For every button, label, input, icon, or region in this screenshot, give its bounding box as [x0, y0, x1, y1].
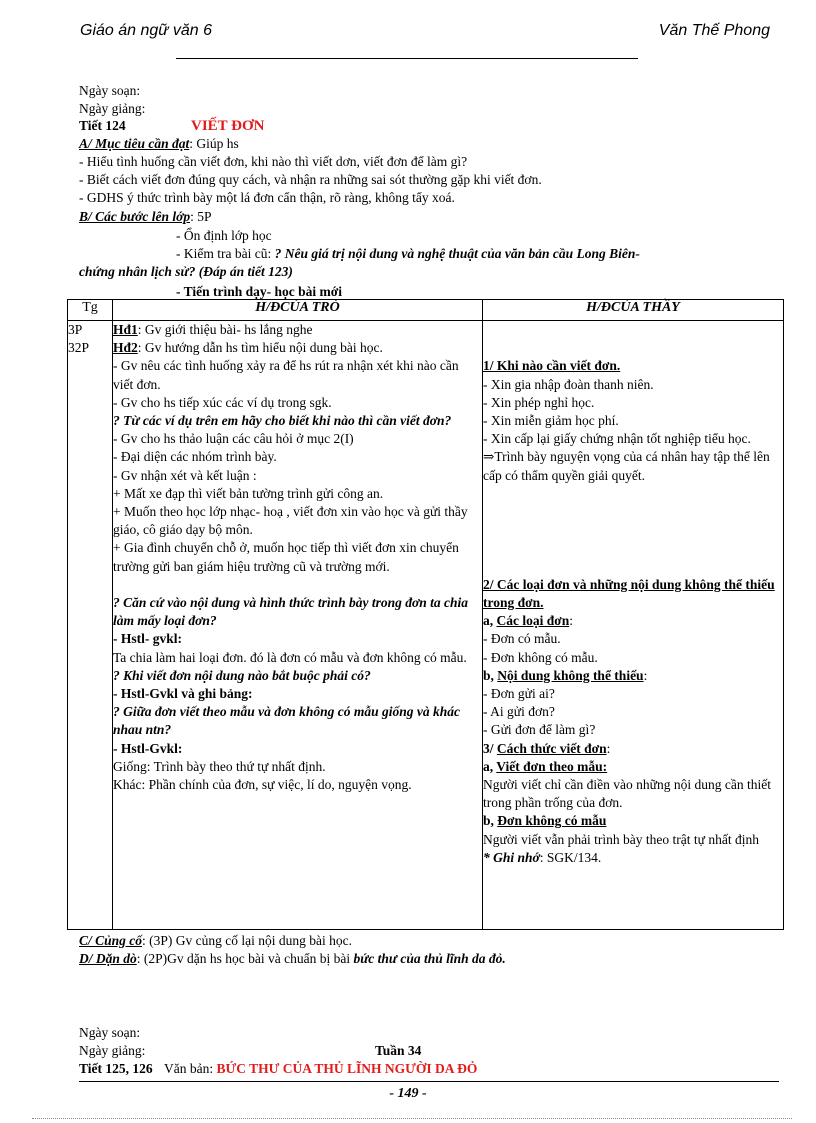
tg-col: [68, 321, 113, 930]
next-ngay-soan: Ngày soạn:: [79, 1025, 141, 1040]
tiet-number: Tiết 124: [79, 118, 126, 133]
thay-a-heading: a, Các loại đơn:: [483, 613, 573, 629]
thay-s3-heading: 3/ Cách thức viết đơn:: [483, 740, 611, 756]
tro-8: + Gia đình chuyển chỗ ở, muốn học tiếp thì viết đơn xin chuyển trường gửi ban giám hiệu trường cũ và trường mới.: [113, 540, 459, 574]
page-number: - 149 -: [389, 1086, 427, 1101]
tro-4: - Đại diện các nhóm trình bày.: [113, 449, 277, 465]
thay-s3b-heading: b, Đơn không có mẫu: [483, 813, 607, 829]
objective-1: - Hiểu tình huống cần viết đơn, khi nào thì viết dơn, viết đơn để làm gì?: [79, 154, 468, 169]
tro-1: - Gv nêu các tình huống xảy ra để hs rút ra nhận xét khi nào cần viết đơn.: [113, 358, 459, 392]
tro-11: - Hstl-Gvkl và ghi bảng:: [113, 686, 253, 702]
footer-divider: [79, 1081, 779, 1082]
thay-s3b-text: Người viết vẫn phải trình bày theo trật tự nhất định: [483, 831, 759, 847]
hd2: Hđ2: Gv hướng dẫn hs tìm hiểu nội dung bài học.: [113, 340, 383, 356]
header-author: Văn Thế Phong: [658, 22, 770, 39]
thay-s3a-heading: a, Viết đơn theo mẫu:: [483, 758, 608, 774]
thay-s1-title: 1/ Khi nào cần viết đơn.: [483, 358, 621, 374]
tro-7: + Muốn theo học lớp nhạc- hoạ , viết đơn xin vào học và gửi thầy giáo, cô giáo dạy bộ môn.: [113, 504, 468, 538]
thay-b-item-1: - Đơn gửi ai?: [483, 685, 555, 701]
tro-question-1: ? Từ các ví dụ trên em hãy cho biết khi nào thì cần viết đơn?: [113, 413, 452, 429]
thay-col: [483, 321, 784, 930]
header-subject: Giáo án ngữ văn 6: [80, 22, 213, 39]
arrow-icon: ⇒: [483, 449, 495, 465]
tro-question-3: ? Khi viết đơn nội dung nào bắt buộc phải có?: [113, 667, 371, 683]
header-tro: H/ĐCỦA TRÒ: [113, 300, 483, 321]
next-ngay-giang: Ngày giảng:: [79, 1043, 146, 1058]
tro-6: + Mất xe đạp thì viết bản tường trình gửi công an.: [113, 485, 384, 501]
step-2: - Kiểm tra bài cũ: ? Nêu giá trị nội dung và nghệ thuật của văn bản cầu Long Biên-: [176, 246, 640, 261]
tro-2: - Gv cho hs tiếp xúc các ví dụ trong sgk.: [113, 394, 332, 410]
tg-3p: 3P: [68, 322, 83, 337]
lesson-heading: [79, 117, 265, 135]
lesson-table: [67, 299, 784, 930]
cung-co: C/ Củng cố: (3P) Gv củng cố lại nội dung bài học.: [79, 933, 352, 948]
tro-9: - Hstl- gvkl:: [113, 631, 182, 647]
next-tuan: Tuần 34: [375, 1043, 422, 1058]
header-divider: [176, 58, 638, 59]
next-lesson: Tiết 125, 126 Văn bản: BỨC THƯ CỦA THỦ LĨNH NGƯỜI DA ĐỎ: [79, 1061, 478, 1076]
objective-3: - GDHS ý thức trình bày một lá đơn cẩn thận, rõ ràng, không tẩy xoá.: [79, 190, 455, 205]
tro-question-2: ? Căn cứ vào nội dung và hình thức trình bày trong đơn ta chia làm mấy loại đơn?: [113, 595, 468, 629]
ngay-giang: Ngày giảng:: [79, 101, 146, 116]
step-3: - Tiến trình dạy- học bài mới: [176, 284, 343, 299]
dan-do: D/ Dặn dò: (2P)Gv dặn hs học bài và chuẩn bị bài bức thư của thủ lĩnh da đỏ.: [79, 951, 506, 966]
thay-a-item-1: - Đơn có mẫu.: [483, 631, 561, 647]
page-bottom-divider: [32, 1118, 792, 1119]
tro-14: Khác: Phần chính của đơn, sự việc, lí do, nguyện vọng.: [113, 777, 412, 793]
tg-32p: 32P: [68, 340, 90, 356]
tro-10: Ta chia làm hai loại đơn. đó là đơn có mẫu và đơn không có mẫu.: [113, 649, 467, 665]
ngay-soan: Ngày soạn:: [79, 83, 141, 98]
thay-s1-item-1: - Xin gia nhập đoàn thanh niên.: [483, 376, 654, 392]
step-1: - Ổn định lớp học: [176, 228, 272, 243]
table-header-row: [68, 300, 784, 321]
thay-s3a-text: Người viết chỉ cần điền vào những nội dung cần thiết trong phần trống của đơn.: [483, 776, 771, 811]
thay-s1-item-3: - Xin miễn giảm học phí.: [483, 412, 619, 428]
next-lesson-title: BỨC THƯ CỦA THỦ LĨNH NGƯỜI DA ĐỎ: [216, 1061, 478, 1076]
tro-col: [113, 321, 483, 930]
thay-b-item-3: - Gửi đơn để làm gì?: [483, 722, 596, 738]
objective-2: - Biết cách viết đơn đúng quy cách, và nhận ra những sai sót thường gặp khi viết đơn.: [79, 172, 542, 187]
tro-question-4: ? Giữa đơn viết theo mẫu và đơn không có mẫu giống và khác nhau ntn?: [113, 704, 460, 738]
thay-ghinho: * Ghi nhớ: SGK/134.: [483, 849, 602, 865]
thay-a-item-2: - Đơn không có mẫu.: [483, 649, 598, 665]
thay-s1-item-2: - Xin phép nghỉ học.: [483, 394, 595, 410]
tro-13: Giống: Trình bày theo thứ tự nhất định.: [113, 758, 326, 774]
header-tg: Tg: [68, 300, 113, 321]
thay-b-heading: b, Nội dung không thể thiếu:: [483, 667, 648, 683]
thay-s1-conclusion: ⇒Trình bày nguyện vọng của cá nhân hay tập thể lên cấp có thẩm quyền giải quyết.: [483, 449, 770, 483]
thay-s2-title: 2/ Các loại đơn và những nội dung không thể thiếu trong đơn.: [483, 576, 775, 610]
table-body-row: [68, 321, 784, 930]
hd1: Hđ1: Gv giới thiệu bài- hs lắng nghe: [113, 322, 313, 337]
thay-b-item-2: - Ai gửi đơn?: [483, 704, 555, 720]
steps-heading: B/ Các bước lên lớp: 5P: [79, 209, 212, 224]
header-thay: H/ĐCỦA THẦY: [483, 300, 784, 321]
objectives-heading: A/ Mục tiêu cần đạt: Giúp hs: [79, 136, 239, 151]
lesson-title: VIẾT ĐƠN: [191, 118, 265, 134]
thay-s1-item-4: - Xin cấp lại giấy chứng nhận tốt nghiệp tiểu học.: [483, 431, 751, 447]
tro-3: - Gv cho hs thảo luận các câu hỏi ở mục 2(I): [113, 431, 354, 447]
tro-12: - Hstl-Gvkl:: [113, 740, 183, 756]
step-2-cont: chứng nhân lịch sử? (Đáp án tiết 123): [79, 264, 293, 279]
tro-5: - Gv nhận xét và kết luận :: [113, 467, 257, 483]
